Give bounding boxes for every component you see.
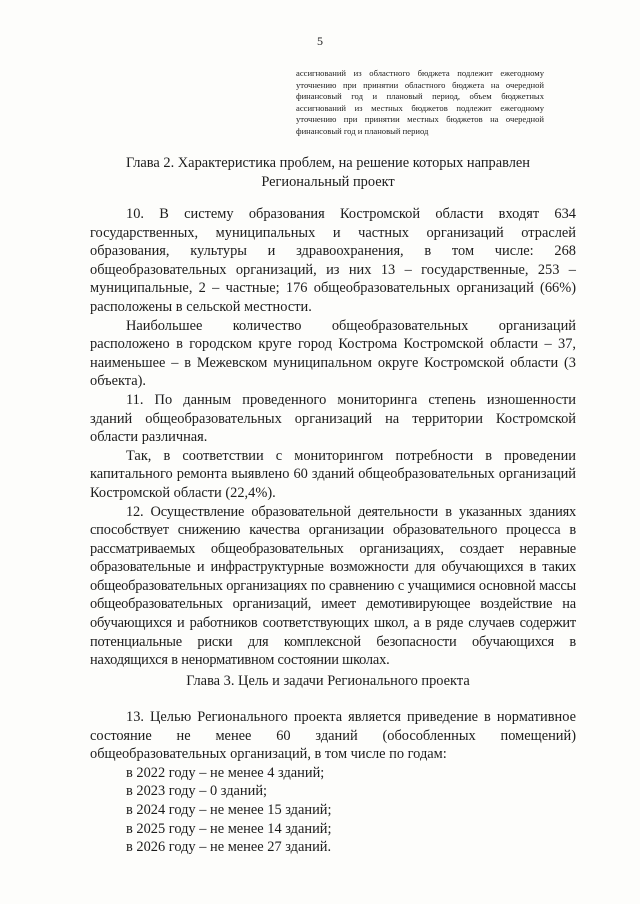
- list-item: в 2024 году – не менее 15 зданий;: [126, 801, 332, 818]
- paragraph-11: 11. По данным проведенного мониторинга степень изношенности зданий общеобразовательных организаций на территории Костромской области различная.: [90, 391, 576, 446]
- paragraph-12: 12. Осуществление образовательной деятельности в указанных зданиях способствует снижению качества организации образовательного процесса в рассматриваемых общеобразовательных организациях, создает неравные образовательные и инфраструктурные возможности для обучающихся в таких общеобразовательных организациях по сравнению с учащимися основной массы общеобразовательных организаций, имеет демотивирующее воздействие на обучающихся и работников соответствующих школ, а в ряде случаев содержит потенциальные риски для комплексной безопасности обучающихся в находящихся в ненормативном состоянии школах.: [90, 503, 576, 669]
- footnote: ассигнований из областного бюджета подлежит ежегодному уточнению при принятии областного бюджета на очередной финансовый год и плановый период, объем бюджетных ассигнований из местных бюджетов подлежит ежегодному уточнению при принятии местных бюджетов на очередной финансовый год и плановый период: [296, 68, 544, 136]
- yearly-targets-list: [90, 764, 576, 857]
- list-item: в 2026 году – не менее 27 зданий.: [126, 839, 332, 856]
- list-item: в 2025 году – не менее 14 зданий;: [126, 820, 332, 837]
- page-number: 5: [317, 34, 323, 48]
- paragraph-10-continued: Наибольшее количество общеобразовательных организаций расположено в городском круге город Кострома Костромской области – 37, наименьшее – в Межевском муниципальном округе Костромской области (3 объекта).: [90, 317, 576, 390]
- chapter-2-title: [80, 154, 576, 192]
- paragraph-13: 13. Целью Регионального проекта является приведение в нормативное состояние не менее 60 зданий (обособленных помещений) общеобразовательных организаций, в том числе по годам:: [90, 709, 576, 763]
- chapter-2-title-line-1: Глава 2. Характеристика проблем, на решение которых направлен: [126, 155, 530, 171]
- paragraph-10: 10. В систему образования Костромской области входят 634 государственных, муниципальных и частных организаций отраслей образования, культуры и здравоохранения, в том числе: 268 общеобразовательных организаций, из них 13 – государственные, 253 – муниципальные, 2 – частные; 176 общеобразовательных организаций (66%) расположены в сельской местности.: [90, 206, 576, 315]
- list-item: в 2022 году – не менее 4 зданий;: [126, 764, 325, 781]
- chapter-3-body: [90, 708, 576, 857]
- chapter-2-title-line-2: Региональный проект: [261, 174, 395, 190]
- paragraph-11-continued: Так, в соответствии с мониторингом потребности в проведении капитального ремонта выявлено 60 зданий общеобразовательных организаций Костромской области (22,4%).: [90, 447, 576, 501]
- list-item: в 2023 году – 0 зданий;: [126, 783, 268, 800]
- chapter-3-title: Глава 3. Цель и задачи Регионального проекта: [186, 673, 470, 689]
- chapter-2-body: [90, 205, 576, 670]
